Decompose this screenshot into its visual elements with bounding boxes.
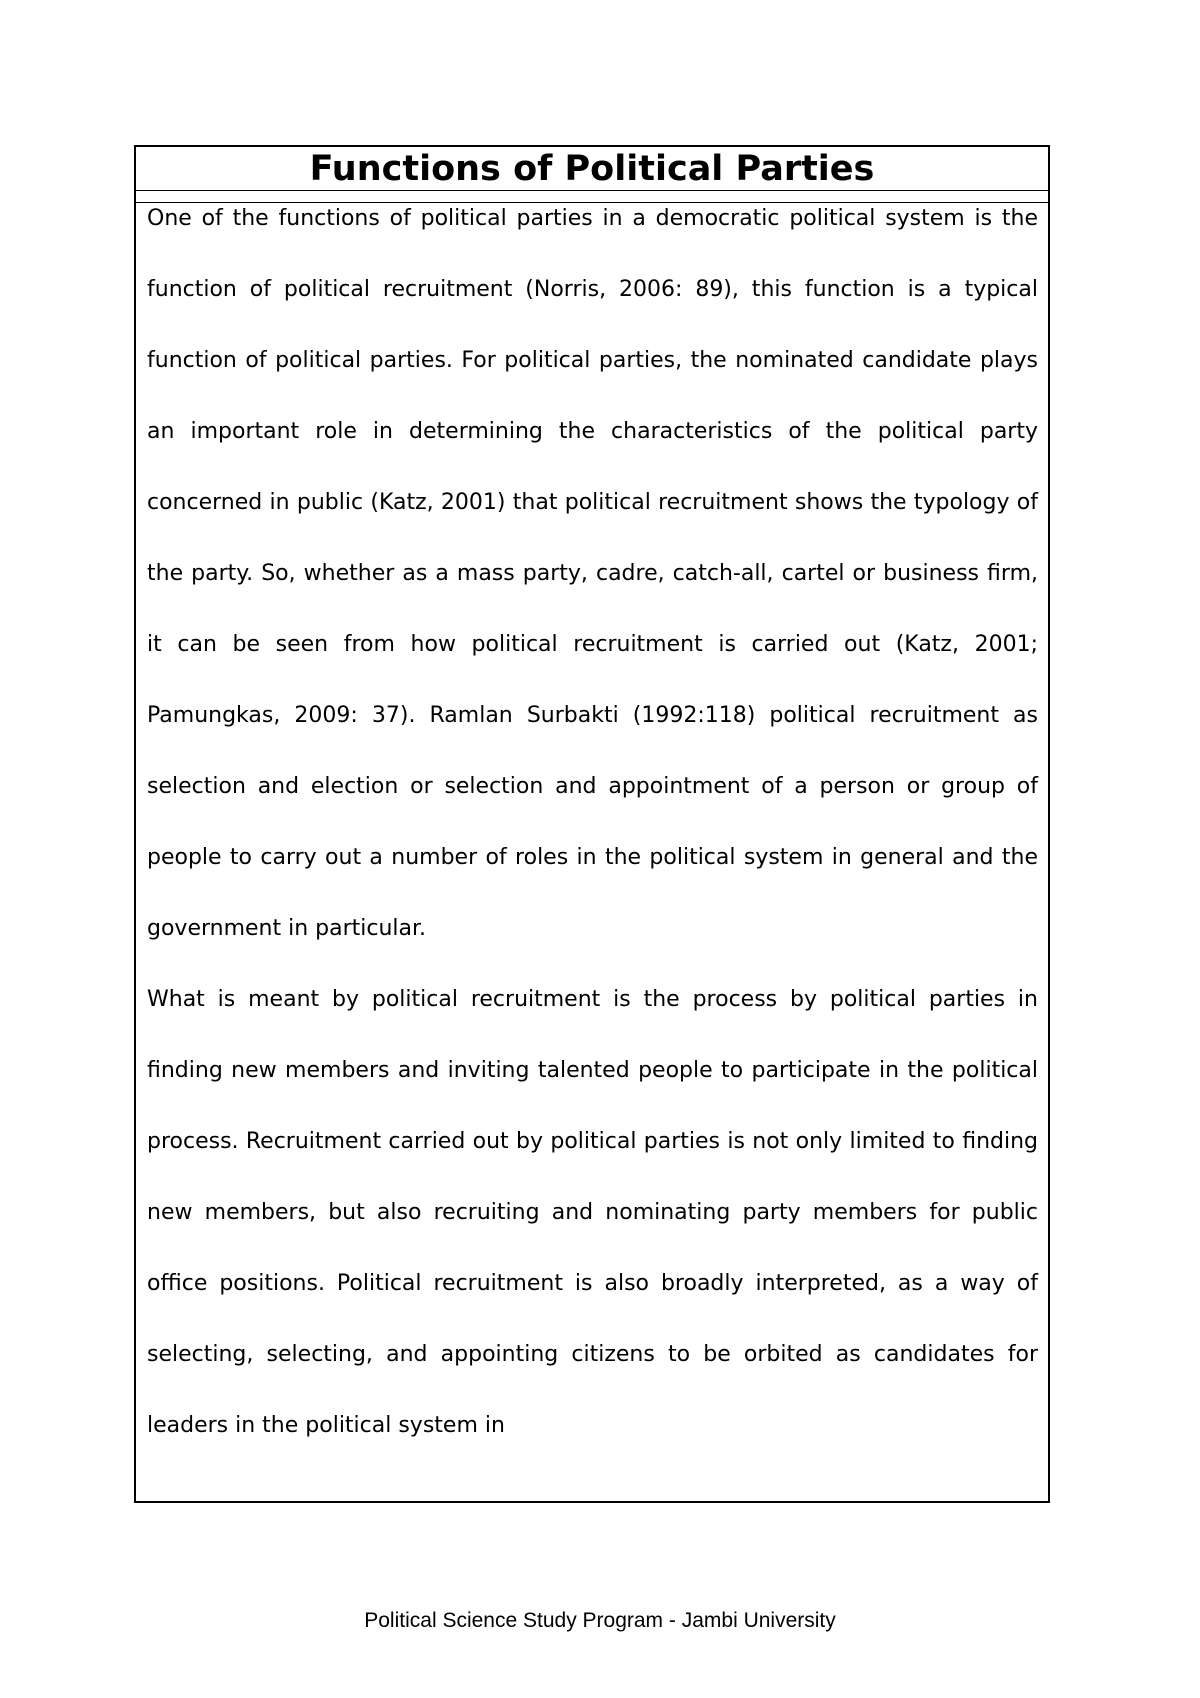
paragraph-1: One of the functions of political parties in a democratic political system is the function of political recruitment (Norris, 2006: 89), this function is a typical function of political parties. For political parties, the nominated candidate plays an important role in determining the characteristics of the political party concerned in public (Katz, 2001) that political recruitment shows the typology of the party. So, whether as a mass party, cadre, catch-all, cartel or business firm, it can be seen from how political recruitment is carried out (Katz, 2001; Pamungkas, 2009: 37). Ramlan Surbakti (1992:118) political recruitment as selection and election or selection and appointment of a person or group of people to carry out a number of roles in the political system in general and the government in particular. xyxy=(147,206,1038,941)
content-table xyxy=(134,145,1050,1503)
body-cell xyxy=(136,183,1048,1461)
paragraph-2: What is meant by political recruitment is the process by political parties in finding new members and inviting talented people to participate in the political process. Recruitment carried out by political parties is not only limited to finding new members, but also recruiting and nominating party members for public office positions. Political recruitment is also broadly interpreted, as a way of selecting, selecting, and appointing citizens to be orbited as candidates for leaders in the political system in xyxy=(147,987,1038,1438)
page-footer: Political Science Study Program - Jambi University xyxy=(364,1609,836,1632)
page-title: Functions of Political Parties xyxy=(309,148,875,189)
